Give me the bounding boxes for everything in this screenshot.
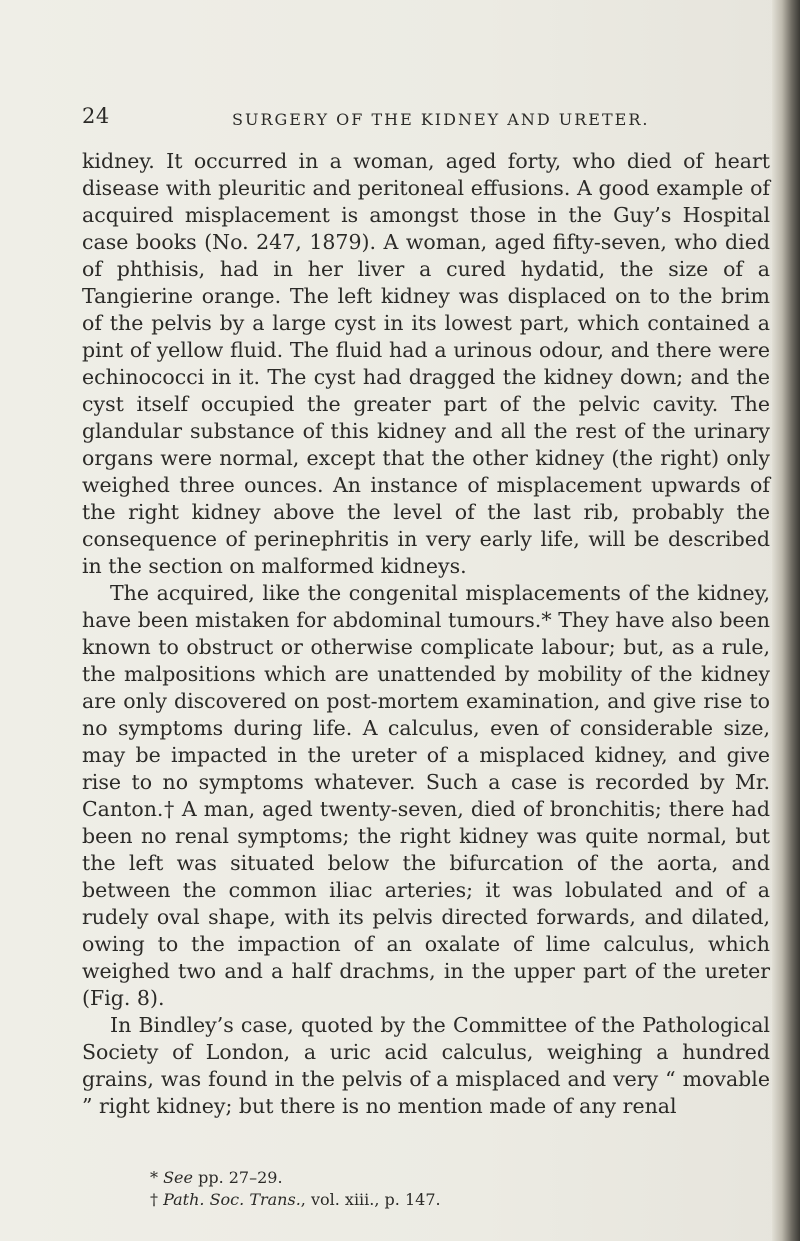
footnotes <box>150 1167 750 1211</box>
page-header <box>82 104 782 136</box>
footnote-2-mark: † <box>150 1190 164 1209</box>
page-number: 24 <box>82 104 110 128</box>
footnote-1 <box>150 1167 750 1189</box>
footnote-2-italic: Path. Soc. Trans. <box>163 1190 301 1209</box>
paragraph-1: kidney. It occurred in a woman, aged forty, who died of heart disease with pleuritic and peritoneal effusions. A good example of acquired misplacement is amongst those in the Guy’s Hospital case books (No. 247, 1879). A woman, aged fifty-seven, who died of phthisis, had in her liver a cured hydatid, the size of a Tangierine orange. The left kidney was displaced on to the brim of the pelvis by a large cyst in its lowest part, which contained a pint of yellow fluid. The fluid had a urinous odour, and there were echinococci in it. The cyst had dragged the kidney down; and the cyst itself occupied the greater part of the pelvic cavity. The glandular substance of this kidney and all the rest of the urinary organs were normal, except that the other kidney (the right) only weighed three ounces. An instance of misplacement upwards of the right kidney above the level of the last rib, probably the consequence of perinephritis in very early life, will be described in the section on malformed kidneys. <box>82 149 770 578</box>
paragraph-3: In Bindley’s case, quoted by the Committee of the Pathological Society of London, a uric acid calculus, weighing a hundred grains, was found in the pelvis of a misplaced and very “ movable ” right kidney; but there is no mention made of any renal <box>82 1013 770 1118</box>
body-text <box>82 148 770 1120</box>
footnote-1-rest: pp. 27–29. <box>193 1168 283 1187</box>
footnote-1-italic: See <box>163 1168 193 1187</box>
footnote-1-mark: * <box>150 1168 164 1187</box>
footnote-2-rest: , vol. xiii., p. 147. <box>300 1190 441 1209</box>
paragraph-2: The acquired, like the congenital misplacements of the kidney, have been mistaken for abdominal tumours.* They have also been known to obstruct or otherwise complicate labour; but, as a rule, the malpositions which are unattended by mobility of the kidney are only discovered on post-mortem examination, and give rise to no symptoms during life. A calculus, even of considerable size, may be impacted in the ureter of a misplaced kidney, and give rise to no symptoms whatever. Such a case is recorded by Mr. Canton.† A man, aged twenty-seven, died of bronchitis; there had been no renal symptoms; the right kidney was quite normal, but the left was situated below the bifurcation of the aorta, and between the common iliac arteries; it was lobulated and of a rudely oval shape, with its pelvis directed forwards, and dilated, owing to the impaction of an oxalate of lime calculus, which weighed two and a half drachms, in the upper part of the ureter (Fig. 8). <box>82 581 770 1010</box>
footnote-2 <box>150 1189 750 1211</box>
binding-shadow <box>772 0 800 1241</box>
running-head: SURGERY OF THE KIDNEY AND URETER. <box>232 110 650 129</box>
